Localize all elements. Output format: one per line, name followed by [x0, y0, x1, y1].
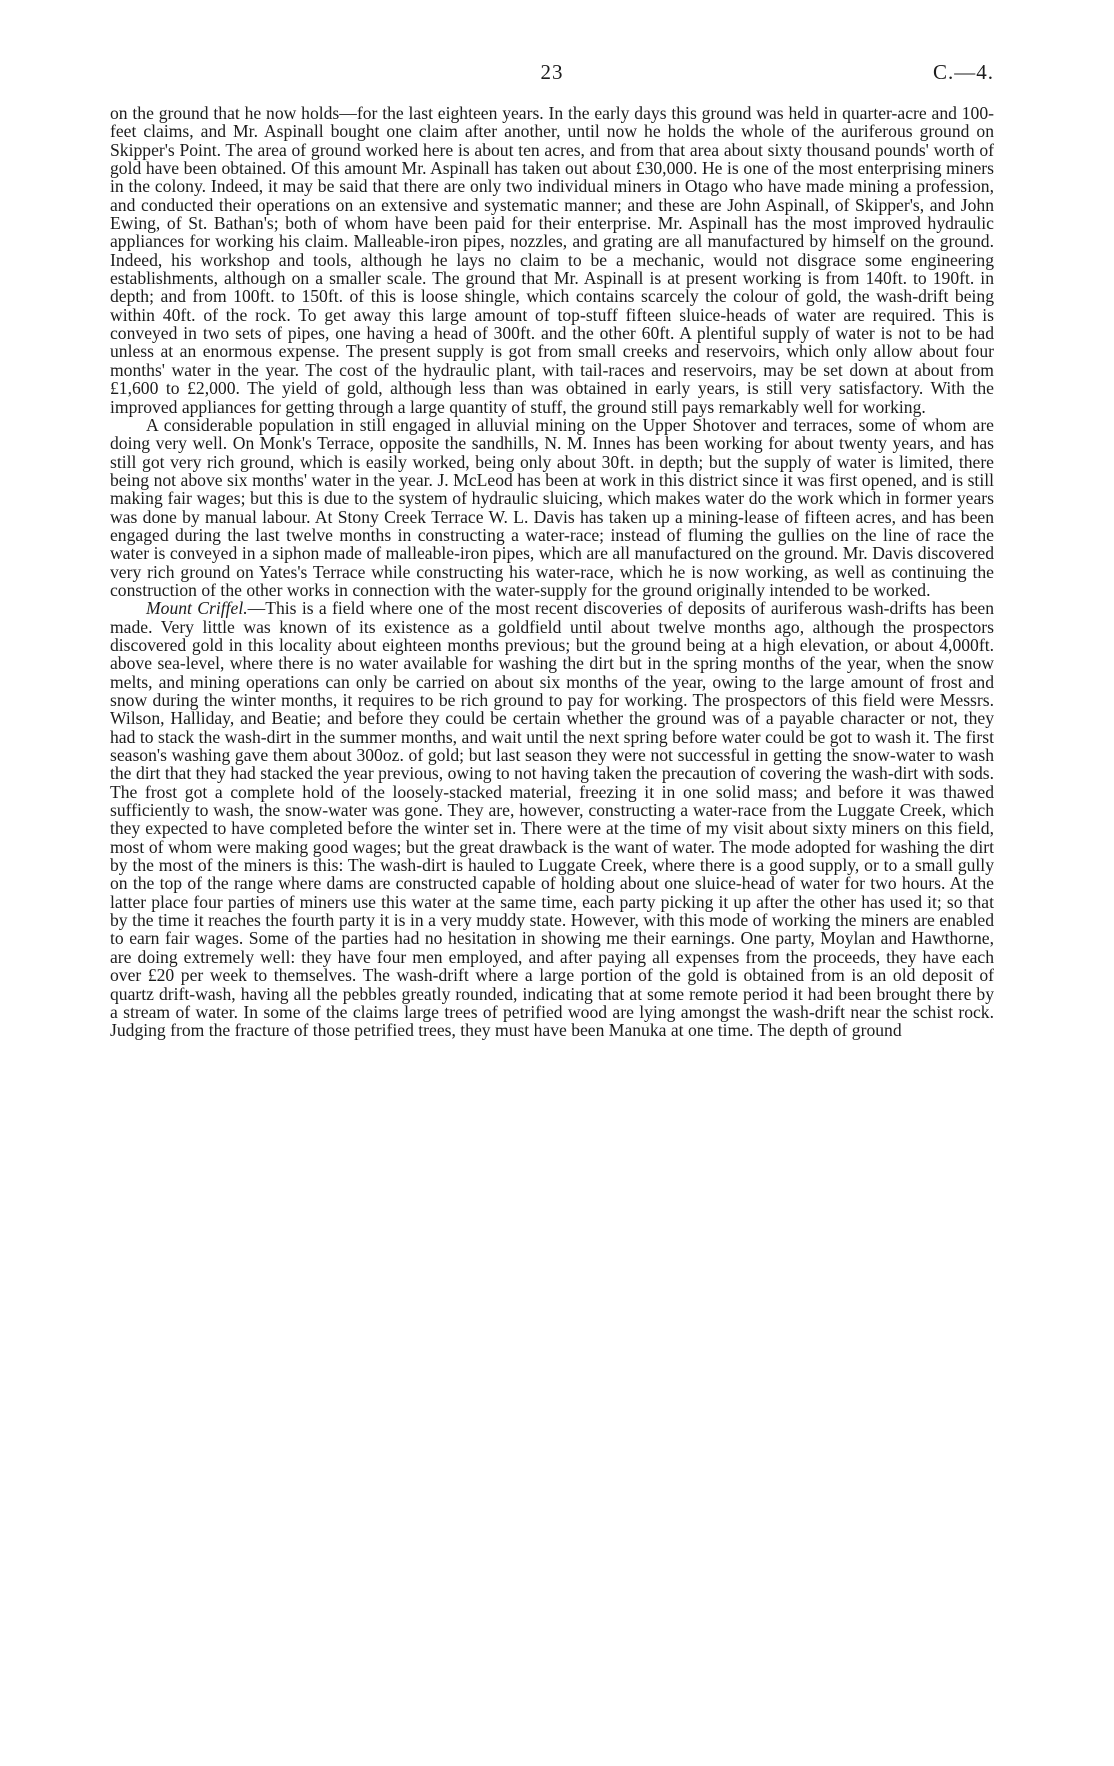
section-heading-mount-criffel: Mount Criffel.	[146, 598, 248, 619]
paragraph-mount-criffel	[110, 599, 994, 1039]
document-page	[110, 60, 994, 1040]
page-header	[110, 60, 994, 98]
paragraph-skippers-point	[110, 104, 994, 416]
paragraph-text: A considerable population in still engaged in alluvial mining on the Upper Shotover and terraces, some of whom are doing very well. On Monk's Terrace, opposite the sandhills, N. M. Innes has been working for about twenty years, and has still got very rich ground, which is easily worked, being only about 30ft. in depth; but the supply of water is limited, there being not above six months' water in the year. J. McLeod has been at work in this district since it was first opened, and is still making fair wages; but this is due to the system of hydraulic sluicing, which makes water do the work which in former years was done by manual labour. At Stony Creek Terrace W. L. Davis has taken up a mining-lease of fifteen acres, and has been engaged during the last twelve months in constructing a water-race; instead of fluming the gullies on the line of race the water is conveyed in a siphon made of malleable-iron pipes, which are all manufactured on the ground. Mr. Davis discovered very rich ground on Yates's Terrace while constructing his water-race, which he is now working, as well as continuing the construction of the other works in connection with the water-supply for the ground originally intended to be worked.	[110, 414, 994, 600]
document-reference: C.—4.	[932, 60, 994, 84]
page-number: 23	[540, 60, 564, 84]
paragraph-text: —This is a field where one of the most recent discoveries of deposits of auriferous wash-drifts has been made. Very little was known of its existence as a goldfield until about twelve months ago, although the prospectors discovered gold in this locality about eighteen months previous; but the ground being at a high elevation, or about 4,000ft. above sea-level, where there is no water available for washing the dirt but in the spring months of the year, when the snow melts, and mining operations can only be carried on about six months of the year, owing to the large amount of frost and snow during the winter months, it requires to be rich ground to pay for working. The prospectors of this field were Messrs. Wilson, Halliday, and Beatie; and before they could be certain whether the ground was of a payable character or not, they had to stack the wash-dirt in the summer months, and wait until the next spring before water could be got to wash it. The first season's washing gave them about 300oz. of gold; but last season they were not successful in getting the snow-water to wash the dirt that they had stacked the year previous, owing to not having taken the precaution of covering the wash-dirt with sods. The frost got a complete hold of the loosely-stacked material, freezing it in one solid mass; and before it was thawed sufficiently to wash, the snow-water was gone. They are, however, constructing a water-race from the Luggate Creek, which they expected to have completed before the winter set in. There were at the time of my visit about sixty miners on this field, most of whom were making good wages; but the great drawback is the want of water. The mode adopted for washing the dirt by the most of the miners is this: The wash-dirt is hauled to Luggate Creek, where there is a good supply, or to a small gully on the top of the range where dams are constructed capable of holding about one sluice-head of water for two hours. At the latter place four parties of miners use this water at the same time, each party picking it up after the other has used it; so that by the time it reaches the fourth party it is in a very muddy state. However, with this mode of working the miners are enabled to earn fair wages. Some of the parties had no hesitation in showing me their earnings. One party, Moylan and Hawthorne, are doing extremely well: they have four men employed, and after paying all expenses from the proceeds, they have each over £20 per week to themselves. The wash-drift where a large portion of the gold is obtained from is an old deposit of quartz drift-wash, having all the pebbles greatly rounded, indicating that at some remote period it had been brought there by a stream of water. In some of the claims large trees of petrified wood are lying amongst the wash-drift near the schist rock. Judging from the fracture of those petrified trees, they must have been Manuka at one time. The depth of ground	[110, 598, 994, 1041]
body-text	[110, 104, 994, 1040]
paragraph-text: on the ground that he now holds—for the last eighteen years. In the early days this ground was held in quarter-acre and 100-feet claims, and Mr. Aspinall bought one claim after another, until now he holds the whole of the auriferous ground on Skipper's Point. The area of ground worked here is about ten acres, and from that area about sixty thousand pounds' worth of gold have been obtained. Of this amount Mr. Aspinall has taken out about £30,000. He is one of the most enterprising miners in the colony. Indeed, it may be said that there are only two individual miners in Otago who have made mining a profession, and conducted their operations on an extensive and systematic manner; and these are John Aspinall, of Skipper's, and John Ewing, of St. Bathan's; both of whom have been paid for their enterprise. Mr. Aspinall has the most improved hydraulic appliances for working his claim. Malleable-iron pipes, nozzles, and grating are all manufactured by himself on the ground. Indeed, his workshop and tools, although he lays no claim to be a mechanic, would not disgrace some engineering establishments, although on a smaller scale. The ground that Mr. Aspinall is at present working is from 140ft. to 190ft. in depth; and from 100ft. to 150ft. of this is loose shingle, which contains scarcely the colour of gold, the wash-drift being within 40ft. of the rock. To get away this large amount of top-stuff fifteen sluice-heads of water are required. This is conveyed in two sets of pipes, one having a head of 300ft. and the other 60ft. A plentiful supply of water is not to be had unless at an enormous expense. The present supply is got from small creeks and reservoirs, which only allow about four months' water in the year. The cost of the hydraulic plant, with tail-races and reservoirs, may be set down at about from £1,600 to £2,000. The yield of gold, although less than was obtained in early years, is still very satisfactory. With the improved appliances for getting through a large quantity of stuff, the ground still pays remarkably well for working.	[110, 103, 994, 417]
paragraph-upper-shotover	[110, 416, 994, 599]
